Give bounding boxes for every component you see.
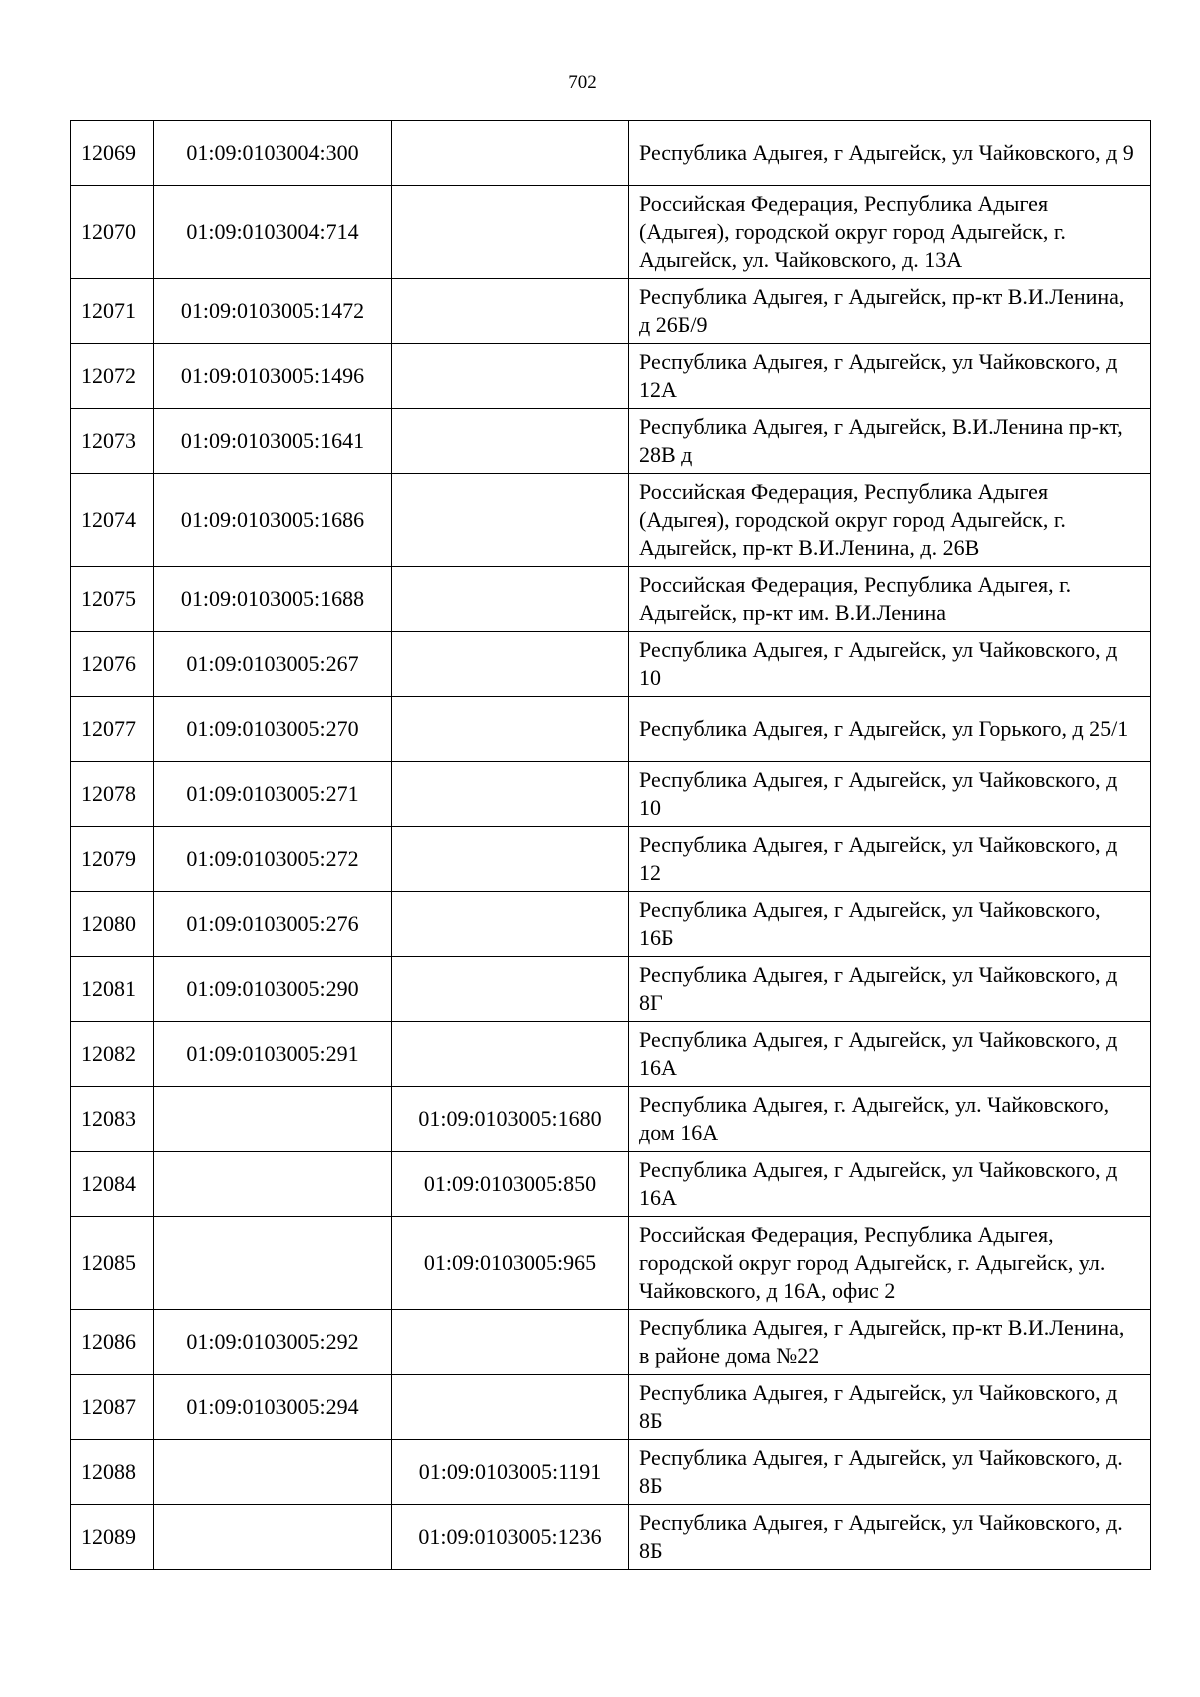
address: Республика Адыгея, г. Адыгейск, ул. Чайковского, дом 16А — [629, 1087, 1151, 1152]
address: Республика Адыгея, г Адыгейск, ул Чайковского, д 12 — [629, 827, 1151, 892]
building-cadastral-number — [392, 474, 629, 567]
building-cadastral-number: 01:09:0103005:850 — [392, 1152, 629, 1217]
table-row — [71, 892, 1151, 957]
row-number: 12085 — [71, 1217, 154, 1310]
land-cadastral-number — [154, 1087, 392, 1152]
land-cadastral-number — [154, 1440, 392, 1505]
address: Республика Адыгея, г Адыгейск, ул Чайковского, д 10 — [629, 762, 1151, 827]
registry-table — [70, 120, 1151, 1570]
address: Республика Адыгея, г Адыгейск, ул Чайковского, д 16А — [629, 1022, 1151, 1087]
land-cadastral-number: 01:09:0103004:300 — [154, 121, 392, 186]
land-cadastral-number: 01:09:0103005:291 — [154, 1022, 392, 1087]
land-cadastral-number: 01:09:0103005:271 — [154, 762, 392, 827]
address: Республика Адыгея, г Адыгейск, ул Чайковского, д 16А — [629, 1152, 1151, 1217]
row-number: 12076 — [71, 632, 154, 697]
land-cadastral-number: 01:09:0103005:1686 — [154, 474, 392, 567]
building-cadastral-number — [392, 957, 629, 1022]
table-row — [71, 1087, 1151, 1152]
row-number: 12071 — [71, 279, 154, 344]
land-cadastral-number: 01:09:0103005:267 — [154, 632, 392, 697]
table-row — [71, 567, 1151, 632]
row-number: 12086 — [71, 1310, 154, 1375]
row-number: 12073 — [71, 409, 154, 474]
building-cadastral-number: 01:09:0103005:1191 — [392, 1440, 629, 1505]
page-number: 702 — [568, 72, 597, 93]
table-row — [71, 1022, 1151, 1087]
row-number: 12082 — [71, 1022, 154, 1087]
row-number: 12084 — [71, 1152, 154, 1217]
row-number: 12089 — [71, 1505, 154, 1570]
row-number: 12079 — [71, 827, 154, 892]
table-row — [71, 632, 1151, 697]
address: Республика Адыгея, г Адыгейск, ул Чайковского, д 12А — [629, 344, 1151, 409]
address: Республика Адыгея, г Адыгейск, ул Горького, д 25/1 — [629, 697, 1151, 762]
address: Республика Адыгея, г Адыгейск, ул Чайковского, д 9 — [629, 121, 1151, 186]
building-cadastral-number — [392, 827, 629, 892]
table-row — [71, 1440, 1151, 1505]
building-cadastral-number — [392, 344, 629, 409]
address: Республика Адыгея, г Адыгейск, пр-кт В.И.Ленина, в районе дома №22 — [629, 1310, 1151, 1375]
table-row — [71, 121, 1151, 186]
building-cadastral-number — [392, 1375, 629, 1440]
land-cadastral-number: 01:09:0103004:714 — [154, 186, 392, 279]
row-number: 12078 — [71, 762, 154, 827]
table-row — [71, 409, 1151, 474]
land-cadastral-number: 01:09:0103005:290 — [154, 957, 392, 1022]
row-number: 12072 — [71, 344, 154, 409]
building-cadastral-number — [392, 409, 629, 474]
row-number: 12075 — [71, 567, 154, 632]
address: Республика Адыгея, г Адыгейск, ул Чайковского, д 10 — [629, 632, 1151, 697]
address: Российская Федерация, Республика Адыгея, г. Адыгейск, пр-кт им. В.И.Ленина — [629, 567, 1151, 632]
building-cadastral-number — [392, 1310, 629, 1375]
table-row — [71, 1375, 1151, 1440]
building-cadastral-number — [392, 892, 629, 957]
table-row — [71, 1310, 1151, 1375]
table-row — [71, 1152, 1151, 1217]
land-cadastral-number: 01:09:0103005:294 — [154, 1375, 392, 1440]
address: Российская Федерация, Республика Адыгея (Адыгея), городской округ город Адыгейск, г. Адыгейск, ул. Чайковского, д. 13А — [629, 186, 1151, 279]
building-cadastral-number — [392, 186, 629, 279]
land-cadastral-number: 01:09:0103005:1641 — [154, 409, 392, 474]
table-row — [71, 827, 1151, 892]
address: Республика Адыгея, г Адыгейск, ул Чайковского, д. 8Б — [629, 1440, 1151, 1505]
land-cadastral-number: 01:09:0103005:272 — [154, 827, 392, 892]
address: Республика Адыгея, г Адыгейск, ул Чайковского, д. 8Б — [629, 1505, 1151, 1570]
building-cadastral-number: 01:09:0103005:965 — [392, 1217, 629, 1310]
land-cadastral-number: 01:09:0103005:1472 — [154, 279, 392, 344]
land-cadastral-number: 01:09:0103005:276 — [154, 892, 392, 957]
land-cadastral-number: 01:09:0103005:270 — [154, 697, 392, 762]
table-row — [71, 474, 1151, 567]
address: Российская Федерация, Республика Адыгея, городской округ город Адыгейск, г. Адыгейск, ул. Чайковского, д 16А, офис 2 — [629, 1217, 1151, 1310]
table-row — [71, 762, 1151, 827]
building-cadastral-number — [392, 567, 629, 632]
building-cadastral-number — [392, 632, 629, 697]
address: Республика Адыгея, г Адыгейск, В.И.Ленина пр-кт, 28В д — [629, 409, 1151, 474]
row-number: 12088 — [71, 1440, 154, 1505]
land-cadastral-number: 01:09:0103005:1496 — [154, 344, 392, 409]
row-number: 12074 — [71, 474, 154, 567]
building-cadastral-number — [392, 1022, 629, 1087]
table-row — [71, 1505, 1151, 1570]
building-cadastral-number — [392, 762, 629, 827]
building-cadastral-number — [392, 279, 629, 344]
building-cadastral-number — [392, 697, 629, 762]
table-row — [71, 1217, 1151, 1310]
address: Республика Адыгея, г Адыгейск, пр-кт В.И.Ленина, д 26Б/9 — [629, 279, 1151, 344]
row-number: 12077 — [71, 697, 154, 762]
row-number: 12081 — [71, 957, 154, 1022]
building-cadastral-number: 01:09:0103005:1680 — [392, 1087, 629, 1152]
table-row — [71, 957, 1151, 1022]
table-row — [71, 697, 1151, 762]
building-cadastral-number: 01:09:0103005:1236 — [392, 1505, 629, 1570]
address: Республика Адыгея, г Адыгейск, ул Чайковского, д 8Г — [629, 957, 1151, 1022]
building-cadastral-number — [392, 121, 629, 186]
address: Республика Адыгея, г Адыгейск, ул Чайковского, 16Б — [629, 892, 1151, 957]
row-number: 12087 — [71, 1375, 154, 1440]
land-cadastral-number — [154, 1152, 392, 1217]
land-cadastral-number — [154, 1505, 392, 1570]
row-number: 12080 — [71, 892, 154, 957]
address: Российская Федерация, Республика Адыгея (Адыгея), городской округ город Адыгейск, г. Адыгейск, пр-кт В.И.Ленина, д. 26В — [629, 474, 1151, 567]
land-cadastral-number: 01:09:0103005:1688 — [154, 567, 392, 632]
table-row — [71, 186, 1151, 279]
row-number: 12069 — [71, 121, 154, 186]
land-cadastral-number: 01:09:0103005:292 — [154, 1310, 392, 1375]
table-row — [71, 344, 1151, 409]
row-number: 12070 — [71, 186, 154, 279]
address: Республика Адыгея, г Адыгейск, ул Чайковского, д 8Б — [629, 1375, 1151, 1440]
land-cadastral-number — [154, 1217, 392, 1310]
table-row — [71, 279, 1151, 344]
row-number: 12083 — [71, 1087, 154, 1152]
